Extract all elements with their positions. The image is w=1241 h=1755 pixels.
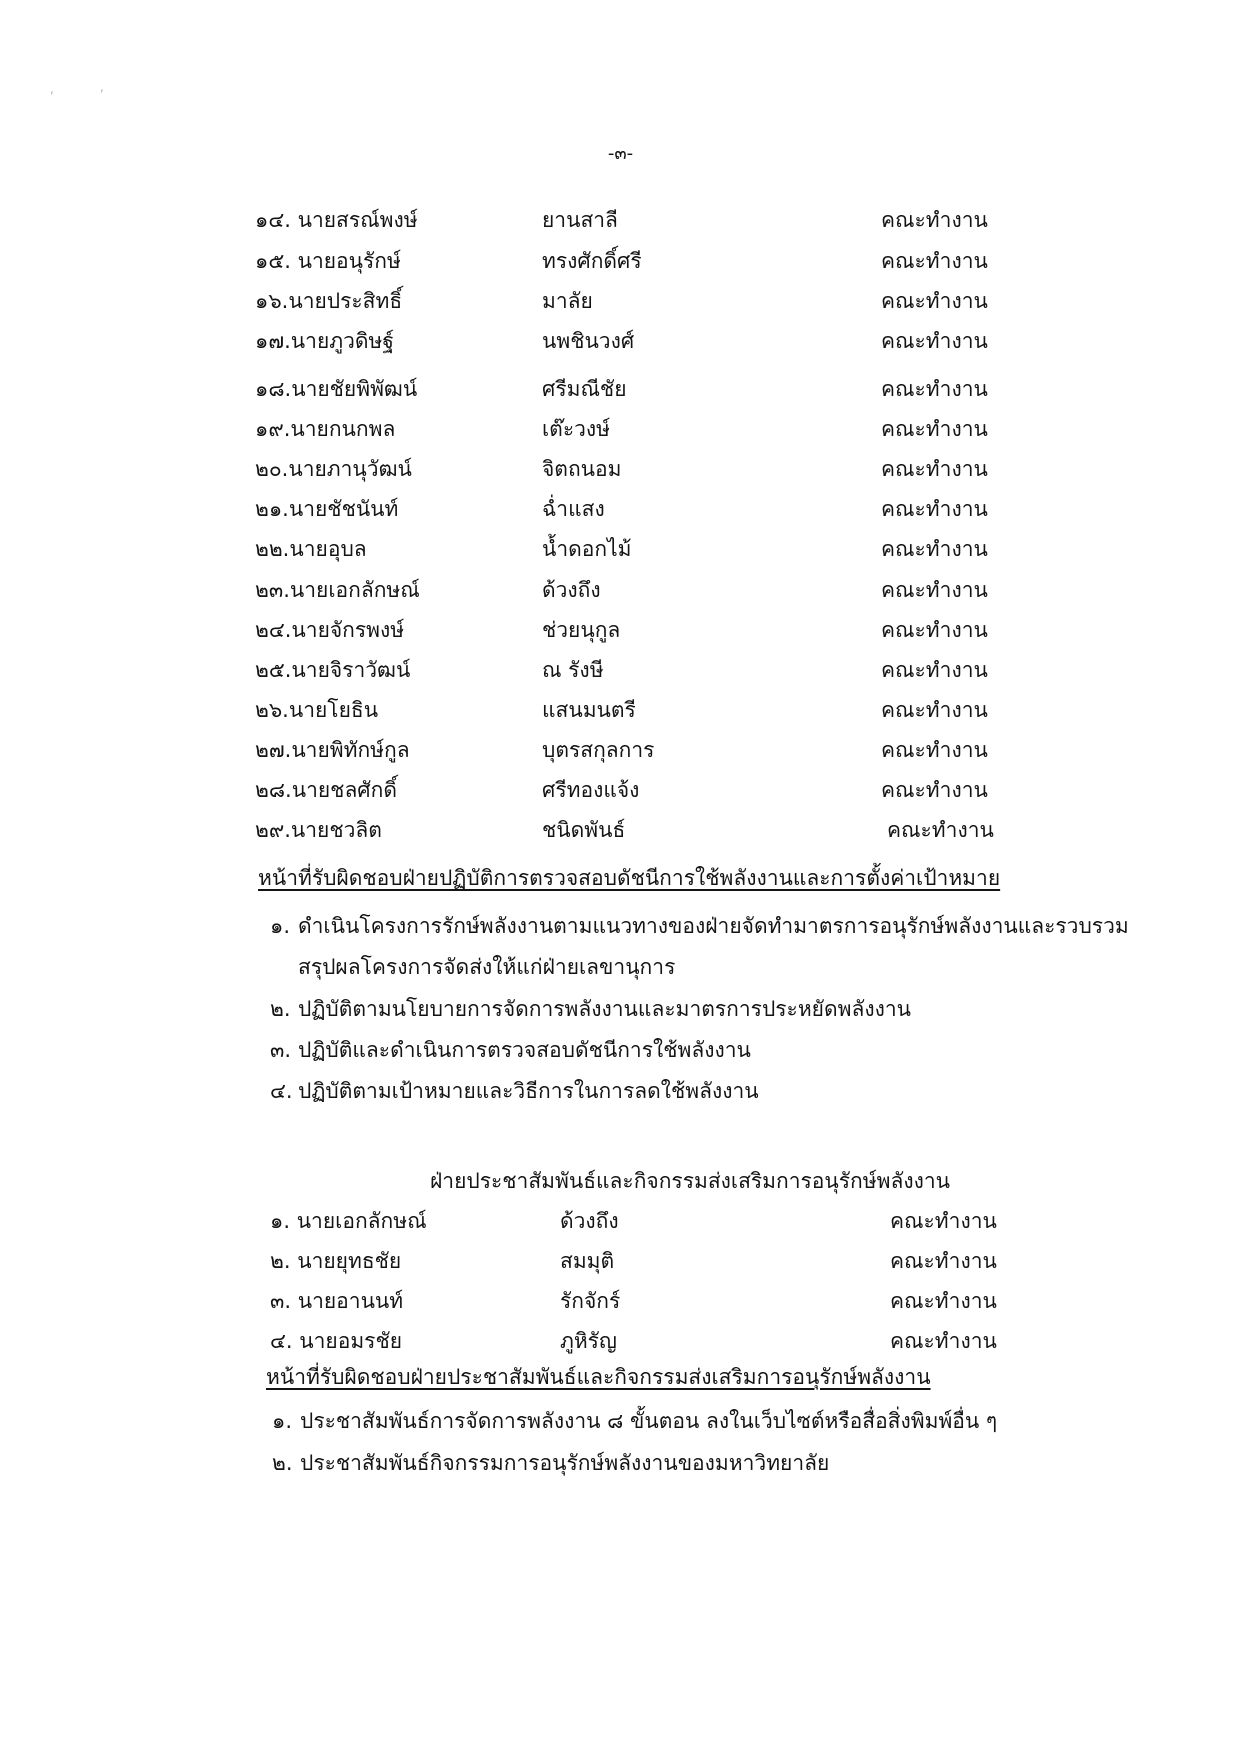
member-surname: ช่วยนุกูล xyxy=(542,618,621,642)
duty-number: ๓. xyxy=(270,1038,292,1062)
member-role: คณะทำงาน xyxy=(890,1249,997,1273)
duty-text: ปฏิบัติตามเป้าหมายและวิธีการในการลดใช้พลังงาน xyxy=(298,1079,759,1103)
member-surname: ฉ่ำแสง xyxy=(542,497,605,521)
member-name: ๑๕. นายอนุรักษ์ xyxy=(255,249,401,273)
duty-text: ประชาสัมพันธ์กิจกรรมการอนุรักษ์พลังงานของมหาวิทยาลัย xyxy=(300,1451,830,1475)
member-name: ๑๖.นายประสิทธิ์ xyxy=(255,289,403,313)
member-name: ๒๙.นายชวลิต xyxy=(255,818,382,842)
member-role: คณะทำงาน xyxy=(881,537,988,561)
member-name: ๒. นายยุทธชัย xyxy=(270,1249,402,1273)
member-surname: ภูหิรัญ xyxy=(560,1329,617,1353)
member-role: คณะทำงาน xyxy=(887,818,994,842)
member-surname: ศรีทองแจ้ง xyxy=(542,778,640,802)
member-name: ๒๘.นายชลศักดิ์ xyxy=(255,778,397,802)
scan-mark: , xyxy=(50,82,54,96)
member-surname: จิตถนอม xyxy=(542,457,622,481)
duty-number: ๒. xyxy=(270,997,291,1021)
duty-number: ๒. xyxy=(272,1451,293,1475)
member-surname: ณ รังษี xyxy=(542,658,604,682)
duty-number: ๑. xyxy=(272,1409,293,1433)
member-surname: บุตรสกุลการ xyxy=(542,738,655,762)
duty-number: ๑. xyxy=(270,914,291,938)
member-role: คณะทำงาน xyxy=(890,1289,997,1313)
member-name: ๒๖.นายโยธิน xyxy=(255,698,379,722)
duty-text: ประชาสัมพันธ์การจัดการพลังงาน ๘ ขั้นตอน ลงในเว็บไซต์หรือสื่อสิ่งพิมพ์อื่น ๆ xyxy=(300,1409,998,1433)
member-role: คณะทำงาน xyxy=(881,377,988,401)
member-name: ๑๗.นายภูวดิษฐ์ xyxy=(255,329,394,353)
member-surname: ด้วงถึง xyxy=(560,1209,619,1233)
member-surname: ยานสาลี xyxy=(542,208,618,232)
member-surname: ทรงศักดิ์ศรี xyxy=(542,249,642,273)
member-role: คณะทำงาน xyxy=(881,698,988,722)
team2-duties-heading: หน้าที่รับผิดชอบฝ่ายประชาสัมพันธ์และกิจกรรมส่งเสริมการอนุรักษ์พลังงาน xyxy=(266,1365,931,1389)
duty-item xyxy=(270,994,911,1024)
member-name: ๒๒.นายอุบล xyxy=(255,537,367,561)
duty-item xyxy=(270,1035,751,1065)
member-role: คณะทำงาน xyxy=(890,1209,997,1233)
duty-item xyxy=(272,1406,997,1436)
member-surname: แสนมนตรี xyxy=(542,698,636,722)
member-surname: ศรีมณีชัย xyxy=(542,377,627,401)
duty-continuation: สรุปผลโครงการจัดส่งให้แก่ฝ่ายเลขานุการ xyxy=(298,955,676,979)
member-role: คณะทำงาน xyxy=(881,249,988,273)
member-name: ๑๘.นายชัยพิพัฒน์ xyxy=(255,377,418,401)
duty-item xyxy=(270,911,1129,941)
member-role: คณะทำงาน xyxy=(881,778,988,802)
duty-item xyxy=(270,1076,759,1106)
member-name: ๒๑.นายชัชนันท์ xyxy=(255,497,399,521)
member-name: ๑๙.นายกนกพล xyxy=(255,417,396,441)
duty-text: ปฏิบัติและดำเนินการตรวจสอบดัชนีการใช้พลังงาน xyxy=(298,1038,751,1062)
member-role: คณะทำงาน xyxy=(881,417,988,441)
duty-number: ๔. xyxy=(270,1079,293,1103)
team2-title: ฝ่ายประชาสัมพันธ์และกิจกรรมส่งเสริมการอนุรักษ์พลังงาน xyxy=(430,1169,950,1193)
member-name: ๓. นายอานนท์ xyxy=(270,1289,404,1313)
member-role: คณะทำงาน xyxy=(881,208,988,232)
duty-text: ปฏิบัติตามนโยบายการจัดการพลังงานและมาตรการประหยัดพลังงาน xyxy=(298,997,911,1021)
member-surname: เต๊ะวงษ์ xyxy=(542,417,610,441)
member-surname: น้ำดอกไม้ xyxy=(542,537,632,561)
page-number: -๓- xyxy=(607,143,634,164)
duty-text: ดำเนินโครงการรักษ์พลังงานตามแนวทางของฝ่ายจัดทำมาตรการอนุรักษ์พลังงานและรวบรวม xyxy=(298,914,1129,938)
member-name: ๒๔.นายจักรพงษ์ xyxy=(255,618,405,642)
member-name: ๑. นายเอกลักษณ์ xyxy=(270,1209,427,1233)
member-role: คณะทำงาน xyxy=(881,289,988,313)
team1-duties-heading: หน้าที่รับผิดชอบฝ่ายปฏิบัติการตรวจสอบดัชนีการใช้พลังงานและการตั้งค่าเป้าหมาย xyxy=(258,866,1001,890)
duty-item xyxy=(272,1448,829,1478)
member-role: คณะทำงาน xyxy=(881,497,988,521)
member-role: คณะทำงาน xyxy=(881,329,988,353)
member-role: คณะทำงาน xyxy=(881,618,988,642)
member-name: ๔. นายอมรชัย xyxy=(270,1329,403,1353)
member-surname: สมมุติ xyxy=(560,1249,615,1273)
member-surname: รักจักร์ xyxy=(560,1289,621,1313)
member-role: คณะทำงาน xyxy=(881,738,988,762)
member-role: คณะทำงาน xyxy=(890,1329,997,1353)
member-surname: มาลัย xyxy=(542,289,593,313)
member-name: ๒๓.นายเอกลักษณ์ xyxy=(255,578,420,602)
member-name: ๒๗.นายพิทักษ์กูล xyxy=(255,738,410,762)
member-surname: นพชินวงศ์ xyxy=(542,329,635,353)
scan-mark: , xyxy=(100,80,104,94)
member-role: คณะทำงาน xyxy=(881,658,988,682)
member-name: ๒๐.นายภานุวัฒน์ xyxy=(255,457,412,481)
member-role: คณะทำงาน xyxy=(881,457,988,481)
member-role: คณะทำงาน xyxy=(881,578,988,602)
member-surname: ด้วงถึง xyxy=(542,578,601,602)
member-name: ๒๕.นายจิราวัฒน์ xyxy=(255,658,411,682)
member-name: ๑๔. นายสรณ์พงษ์ xyxy=(255,208,418,232)
member-surname: ชนิดพันธ์ xyxy=(542,818,626,842)
